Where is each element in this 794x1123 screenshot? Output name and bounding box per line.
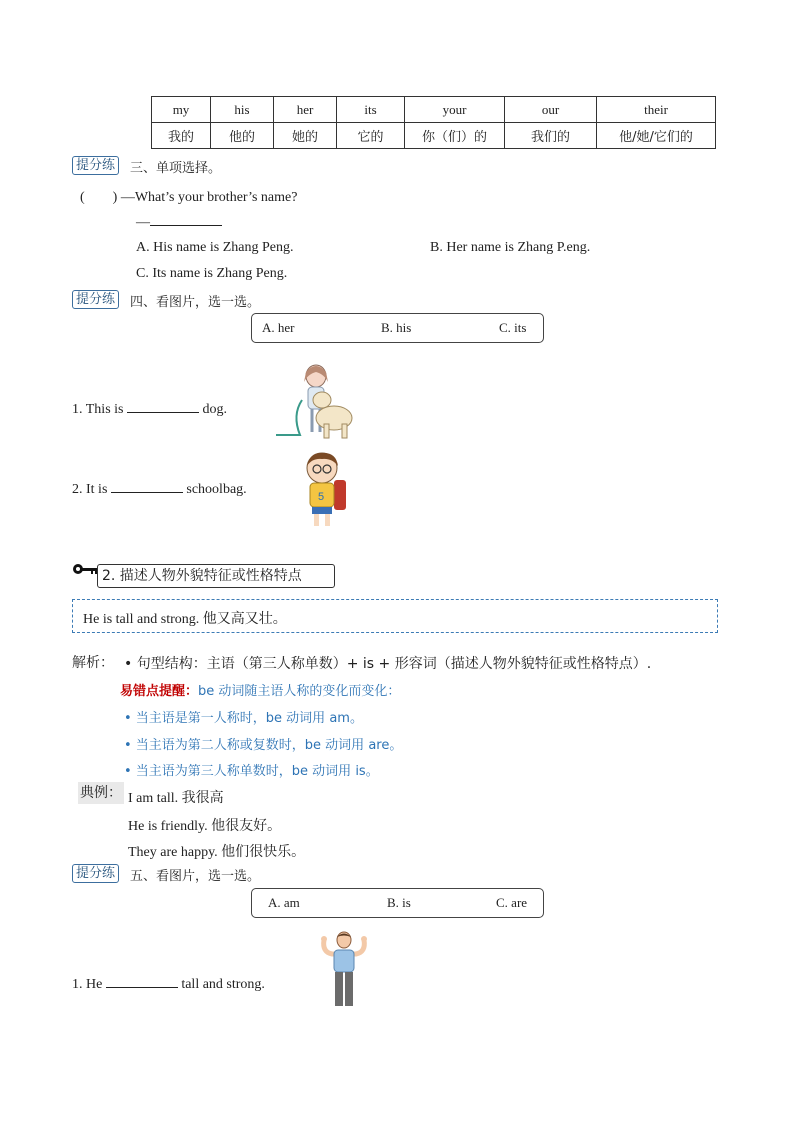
table-cell: our <box>505 97 597 123</box>
option-a: A. His name is Zhang Peng. <box>136 240 294 255</box>
mistake-text: be 动词随主语人称的变化而变化： <box>198 684 401 699</box>
girl-with-dog-illustration <box>272 360 358 442</box>
table-cell: 我的 <box>152 123 211 149</box>
table-cell: their <box>597 97 716 123</box>
key-icon <box>72 562 98 576</box>
option-c: C. its <box>499 320 527 335</box>
question-text: 1. He <box>72 977 103 992</box>
mistake-reminder <box>120 680 400 699</box>
practice-tag: 提分练 <box>72 156 119 175</box>
question-1 <box>72 400 227 418</box>
svg-text:5: 5 <box>318 491 325 503</box>
section-heading: 五、看图片，选一选。 <box>130 869 261 884</box>
answer-blank[interactable] <box>150 213 222 226</box>
table-cell: my <box>152 97 211 123</box>
example-line: They are happy. 他们很快乐。 <box>128 845 306 860</box>
answer-blank[interactable] <box>127 400 199 413</box>
question-2 <box>72 480 247 498</box>
table-cell: your <box>405 97 505 123</box>
answer-dash: — <box>136 215 150 230</box>
practice-tag: 提分练 <box>72 864 119 883</box>
table-cell: 它的 <box>337 123 405 149</box>
option-b: B. is <box>387 895 411 910</box>
option-b: B. Her name is Zhang P.eng. <box>430 240 591 255</box>
option-a: A. her <box>262 320 295 335</box>
question-text: 1. This is <box>72 402 124 417</box>
key-point-title: 2. 描述人物外貌特征或性格特点 <box>97 564 335 588</box>
pronoun-table <box>151 96 716 149</box>
example-line: He is friendly. 他很友好。 <box>128 819 282 834</box>
structure-text: 句型结构：主语（第三人称单数）+ is + 形容词（描述人物外貌特征或性格特点）. <box>136 656 652 672</box>
example-line: I am tall. 我很高 <box>128 791 224 806</box>
table-row <box>152 123 716 149</box>
option-c: C. Its name is Zhang Peng. <box>136 266 288 281</box>
mistake-label: 易错点提醒： <box>120 684 199 699</box>
table-cell: his <box>211 97 274 123</box>
answer-blank[interactable] <box>106 975 178 988</box>
table-row <box>152 97 716 123</box>
analysis-label: 解析： <box>72 655 114 671</box>
bullet-item: • 当主语是第一人称时，be 动词用 am。 <box>124 711 363 726</box>
example-sentence: He is tall and strong. 他又高又壮。 <box>83 612 287 627</box>
bullet-item: • 当主语为第二人称或复数时，be 动词用 are。 <box>124 738 403 753</box>
section-heading: 四、看图片，选一选。 <box>130 295 261 310</box>
answer-blank[interactable] <box>111 480 183 493</box>
question-text: schoolbag. <box>186 482 247 497</box>
options-box <box>251 888 544 918</box>
table-cell: its <box>337 97 405 123</box>
answer-line <box>136 213 222 231</box>
option-a: A. am <box>268 895 300 910</box>
option-b: B. his <box>381 320 412 335</box>
option-c: C. are <box>496 895 528 910</box>
question-text: tall and strong. <box>181 977 265 992</box>
question-text: ( ) —What’s your brother’s name? <box>80 190 298 205</box>
sentence-structure: • 句型结构：主语（第三人称单数）+ is + 形容词（描述人物外貌特征或性格特点）. <box>124 656 652 672</box>
table-cell: 你（们）的 <box>405 123 505 149</box>
table-cell: her <box>274 97 337 123</box>
section-heading: 三、单项选择。 <box>130 161 222 176</box>
strong-man-illustration <box>320 930 368 1010</box>
options-box <box>251 313 544 343</box>
table-cell: 他/她/它们的 <box>597 123 716 149</box>
table-cell: 我们的 <box>505 123 597 149</box>
practice-tag: 提分练 <box>72 290 119 309</box>
question-1 <box>72 975 265 993</box>
table-cell: 他的 <box>211 123 274 149</box>
question-text: dog. <box>202 402 227 417</box>
examples-label: 典例： <box>78 782 124 804</box>
boy-with-schoolbag-illustration <box>298 450 350 530</box>
bullet-item: • 当主语为第三人称单数时，be 动词用 is。 <box>124 764 379 779</box>
table-cell: 她的 <box>274 123 337 149</box>
question-text: 2. It is <box>72 482 108 497</box>
